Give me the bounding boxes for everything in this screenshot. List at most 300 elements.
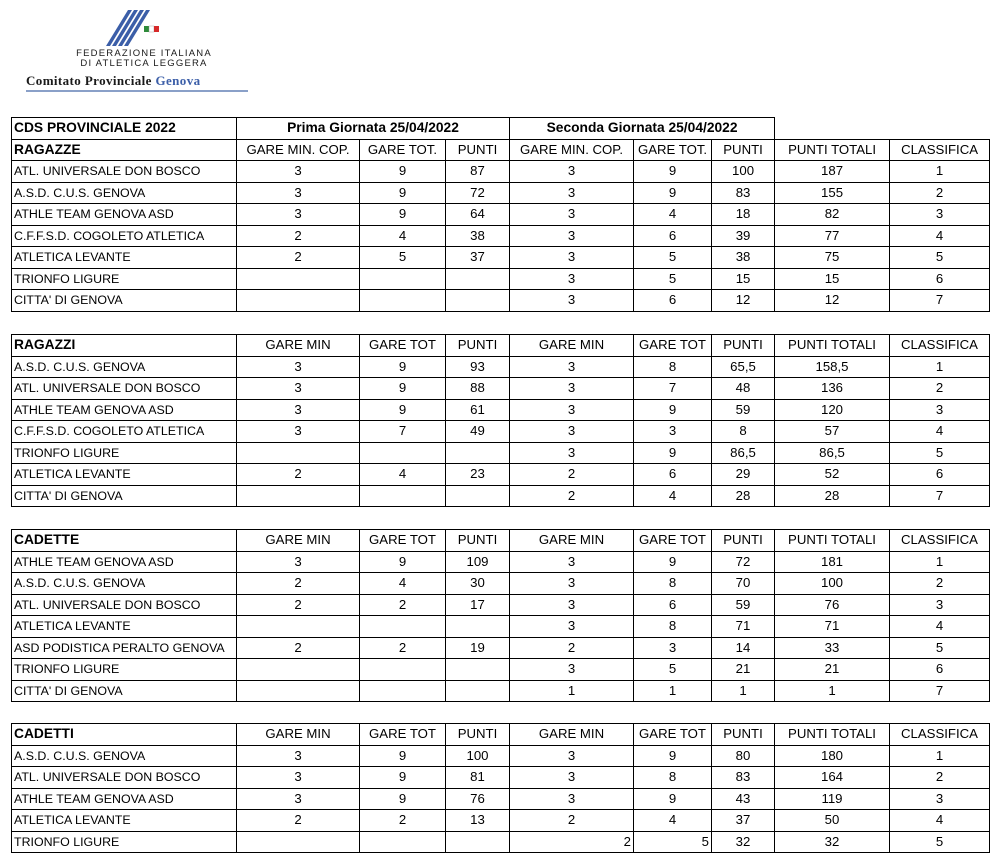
table-cell: 30: [446, 573, 510, 595]
column-header: GARE TOT: [360, 335, 446, 357]
table-cell: 48: [712, 378, 775, 400]
table-cell: 3: [510, 551, 634, 573]
table-cell: [446, 659, 510, 681]
table-cell: 18: [712, 204, 775, 226]
fidal-logo: [12, 4, 252, 94]
table-cell: 2: [510, 637, 634, 659]
column-header: PUNTI: [446, 724, 510, 746]
table-cell: 3: [510, 573, 634, 595]
table-cell: 187: [775, 161, 890, 183]
table-row: [12, 659, 990, 681]
table-cell: 3: [890, 594, 990, 616]
table-cell: 155: [775, 182, 890, 204]
table-cell: 9: [360, 745, 446, 767]
table-cell: [446, 268, 510, 290]
column-header: GARE TOT.: [360, 139, 446, 161]
table-cell: 75: [775, 247, 890, 269]
table-row: [12, 745, 990, 767]
table-cell: [360, 485, 446, 507]
table-cell: 4: [890, 810, 990, 832]
table-cell: 77: [775, 225, 890, 247]
team-name: ATL. UNIVERSALE DON BOSCO: [12, 378, 237, 400]
table-cell: 9: [360, 378, 446, 400]
team-name: ATL. UNIVERSALE DON BOSCO: [12, 767, 237, 789]
header-row: [12, 139, 990, 161]
comitato-label: [26, 73, 201, 89]
table-cell: 1: [510, 680, 634, 702]
table-cell: 9: [360, 399, 446, 421]
table-cell: 3: [510, 161, 634, 183]
table-cell: 3: [510, 594, 634, 616]
table-cell: 3: [510, 767, 634, 789]
table-cell: 38: [712, 247, 775, 269]
table-cell: 83: [712, 182, 775, 204]
table-cell: 71: [712, 616, 775, 638]
table-cell: 2: [237, 225, 360, 247]
table-cell: 87: [446, 161, 510, 183]
table-cell: 82: [775, 204, 890, 226]
column-header: PUNTI TOTALI: [775, 139, 890, 161]
table-cell: 5: [634, 247, 712, 269]
table-cell: 5: [890, 247, 990, 269]
table-cell: 100: [712, 161, 775, 183]
table-cell: 3: [237, 182, 360, 204]
table-cell: 2: [510, 485, 634, 507]
table-cell: 3: [510, 442, 634, 464]
column-header: GARE MIN: [237, 724, 360, 746]
column-header: PUNTI: [446, 530, 510, 552]
table-cell: 2: [890, 573, 990, 595]
table-cell: 2: [510, 831, 634, 853]
table-cell: 9: [360, 551, 446, 573]
team-name: A.S.D. C.U.S. GENOVA: [12, 745, 237, 767]
table-cell: 93: [446, 356, 510, 378]
table-cell: 32: [775, 831, 890, 853]
table-cell: 76: [446, 788, 510, 810]
table-row: [12, 767, 990, 789]
table-cell: 1: [712, 680, 775, 702]
table-row: [12, 616, 990, 638]
table-cell: 9: [360, 204, 446, 226]
column-header: CLASSIFICA: [890, 335, 990, 357]
table-row: [12, 399, 990, 421]
table-cell: 9: [634, 788, 712, 810]
table-cell: 3: [510, 268, 634, 290]
table-cell: 3: [510, 788, 634, 810]
table-cell: 100: [446, 745, 510, 767]
table-cell: 3: [237, 788, 360, 810]
table-ragazze: [11, 117, 990, 312]
table-cell: 14: [712, 637, 775, 659]
table-cell: 3: [237, 204, 360, 226]
table-cell: 28: [775, 485, 890, 507]
table-cell: 3: [890, 788, 990, 810]
table-cell: 64: [446, 204, 510, 226]
table-cell: 8: [634, 616, 712, 638]
team-name: ATLETICA LEVANTE: [12, 247, 237, 269]
table-cell: [446, 616, 510, 638]
table-cell: 65,5: [712, 356, 775, 378]
table-cell: 1: [890, 551, 990, 573]
table-cell: 109: [446, 551, 510, 573]
team-name: TRIONFO LIGURE: [12, 268, 237, 290]
table-cell: 86,5: [775, 442, 890, 464]
table-cell: 9: [634, 551, 712, 573]
table-cell: [360, 659, 446, 681]
table-row: [12, 573, 990, 595]
table-row: [12, 204, 990, 226]
column-header: GARE MIN: [510, 724, 634, 746]
table-cell: 80: [712, 745, 775, 767]
table-cell: 9: [360, 767, 446, 789]
team-name: ATLETICA LEVANTE: [12, 616, 237, 638]
org-name-line2: DI ATLETICA LEGGERA: [80, 58, 208, 69]
table-row: [12, 268, 990, 290]
column-header: GARE TOT: [360, 530, 446, 552]
table-cell: 28: [712, 485, 775, 507]
team-name: ATHLE TEAM GENOVA ASD: [12, 551, 237, 573]
logo-underline: [26, 90, 248, 92]
table-cell: 49: [446, 421, 510, 443]
table-cell: 4: [634, 204, 712, 226]
table-cell: 3: [510, 182, 634, 204]
table-row: [12, 551, 990, 573]
table-cell: 2: [890, 378, 990, 400]
table-cell: 5: [890, 442, 990, 464]
table-cell: [360, 442, 446, 464]
table-cell: 3: [510, 290, 634, 312]
table-cell: 2: [237, 594, 360, 616]
team-name: ATHLE TEAM GENOVA ASD: [12, 399, 237, 421]
table-cell: 2: [890, 182, 990, 204]
comitato-city: Genova: [155, 73, 201, 88]
table-cell: 120: [775, 399, 890, 421]
table-cell: 5: [634, 659, 712, 681]
table-cell: 5: [360, 247, 446, 269]
category-label: RAGAZZI: [12, 335, 237, 357]
table-cell: 37: [712, 810, 775, 832]
team-name: CITTA' DI GENOVA: [12, 680, 237, 702]
table-cadetti: [11, 723, 990, 853]
table-cell: 2: [510, 464, 634, 486]
team-name: CITTA' DI GENOVA: [12, 290, 237, 312]
column-header: GARE MIN. COP.: [510, 139, 634, 161]
category-label: RAGAZZE: [12, 139, 237, 161]
table-cell: 37: [446, 247, 510, 269]
column-header: GARE TOT.: [634, 139, 712, 161]
column-header: CLASSIFICA: [890, 724, 990, 746]
team-name: TRIONFO LIGURE: [12, 659, 237, 681]
table-cell: 21: [712, 659, 775, 681]
table-row: [12, 637, 990, 659]
table-cell: [237, 831, 360, 853]
second-day-title: Seconda Giornata 25/04/2022: [510, 118, 775, 140]
table-cell: 3: [237, 378, 360, 400]
table-cell: 12: [775, 290, 890, 312]
table-cell: 9: [360, 182, 446, 204]
table-cell: 6: [634, 594, 712, 616]
category-label: CADETTI: [12, 724, 237, 746]
table-cell: 2: [237, 247, 360, 269]
table-row: [12, 831, 990, 853]
column-header: PUNTI: [712, 530, 775, 552]
table-cell: [237, 616, 360, 638]
table-cell: [360, 680, 446, 702]
title-row: [12, 118, 990, 140]
table-cell: [237, 659, 360, 681]
table-cell: 32: [712, 831, 775, 853]
table-cell: 8: [634, 767, 712, 789]
table-row: [12, 594, 990, 616]
title-blank: [775, 118, 990, 140]
table-row: [12, 442, 990, 464]
column-header: PUNTI TOTALI: [775, 530, 890, 552]
column-header: GARE MIN: [510, 335, 634, 357]
column-header: CLASSIFICA: [890, 139, 990, 161]
table-cell: 59: [712, 594, 775, 616]
table-cell: 3: [634, 637, 712, 659]
table-cell: 59: [712, 399, 775, 421]
table-cell: 33: [775, 637, 890, 659]
table-cell: 50: [775, 810, 890, 832]
table-cell: 15: [712, 268, 775, 290]
table-cell: 3: [510, 204, 634, 226]
table-cell: 19: [446, 637, 510, 659]
table-cell: 2: [360, 810, 446, 832]
table-row: [12, 161, 990, 183]
table-row: [12, 464, 990, 486]
table-row: [12, 485, 990, 507]
table-cell: 4: [890, 616, 990, 638]
team-name: C.F.F.S.D. COGOLETO ATLETICA: [12, 225, 237, 247]
table-cell: 9: [360, 788, 446, 810]
team-name: CITTA' DI GENOVA: [12, 485, 237, 507]
table-row: [12, 290, 990, 312]
column-header: PUNTI: [446, 139, 510, 161]
first-day-title: Prima Giornata 25/04/2022: [237, 118, 510, 140]
table-cell: 3: [634, 421, 712, 443]
table-row: [12, 421, 990, 443]
table-cell: 3: [510, 659, 634, 681]
table-cell: 21: [775, 659, 890, 681]
cds-title: CDS PROVINCIALE 2022: [12, 118, 237, 140]
team-name: A.S.D. C.U.S. GENOVA: [12, 573, 237, 595]
column-header: GARE TOT: [634, 530, 712, 552]
table-cell: 43: [712, 788, 775, 810]
table-cell: 2: [237, 810, 360, 832]
table-cell: 164: [775, 767, 890, 789]
team-name: ATLETICA LEVANTE: [12, 810, 237, 832]
table-cell: [446, 442, 510, 464]
table-cell: 7: [360, 421, 446, 443]
table-cell: 1: [890, 356, 990, 378]
table-cell: 6: [634, 225, 712, 247]
column-header: GARE TOT: [634, 724, 712, 746]
team-name: ASD PODISTICA PERALTO GENOVA: [12, 637, 237, 659]
table-row: [12, 182, 990, 204]
table-cell: 9: [360, 161, 446, 183]
table-cell: 13: [446, 810, 510, 832]
table-cell: 4: [634, 485, 712, 507]
category-label: CADETTE: [12, 530, 237, 552]
table-cell: 4: [890, 421, 990, 443]
table-cell: 6: [890, 268, 990, 290]
table-row: [12, 788, 990, 810]
org-name-line1: FEDERAZIONE ITALIANA: [76, 48, 212, 59]
table-cell: 6: [890, 464, 990, 486]
column-header: GARE MIN: [237, 335, 360, 357]
table-cell: 6: [634, 464, 712, 486]
table-cell: 57: [775, 421, 890, 443]
table-cell: 3: [510, 378, 634, 400]
table-cell: 2: [237, 573, 360, 595]
table-cell: 61: [446, 399, 510, 421]
header-row: [12, 335, 990, 357]
table-cell: 3: [510, 225, 634, 247]
table-cell: 5: [634, 831, 712, 853]
table-cell: 3: [237, 767, 360, 789]
table-cell: 52: [775, 464, 890, 486]
table-cell: 9: [634, 745, 712, 767]
table-cell: 7: [890, 680, 990, 702]
table-cell: 72: [446, 182, 510, 204]
table-cell: 7: [890, 485, 990, 507]
team-name: A.S.D. C.U.S. GENOVA: [12, 356, 237, 378]
team-name: ATHLE TEAM GENOVA ASD: [12, 788, 237, 810]
table-cell: 6: [634, 290, 712, 312]
table-cell: 88: [446, 378, 510, 400]
team-name: ATLETICA LEVANTE: [12, 464, 237, 486]
table-cell: 9: [634, 442, 712, 464]
table-cell: 3: [890, 204, 990, 226]
table-cell: [360, 616, 446, 638]
table-cell: 3: [510, 356, 634, 378]
table-cell: 3: [510, 616, 634, 638]
table-cell: 100: [775, 573, 890, 595]
table-cell: 4: [360, 225, 446, 247]
table-cell: 119: [775, 788, 890, 810]
table-cell: 9: [634, 161, 712, 183]
table-cell: 2: [237, 637, 360, 659]
column-header: GARE MIN: [510, 530, 634, 552]
table-cell: 3: [510, 247, 634, 269]
team-name: C.F.F.S.D. COGOLETO ATLETICA: [12, 421, 237, 443]
table-cell: 1: [634, 680, 712, 702]
table-cell: 3: [237, 551, 360, 573]
table-cell: 83: [712, 767, 775, 789]
team-name: ATL. UNIVERSALE DON BOSCO: [12, 594, 237, 616]
table-cell: 81: [446, 767, 510, 789]
table-cell: 71: [775, 616, 890, 638]
table-cell: [237, 442, 360, 464]
table-cell: 2: [360, 637, 446, 659]
table-cell: 158,5: [775, 356, 890, 378]
column-header: PUNTI: [712, 139, 775, 161]
table-cell: [360, 831, 446, 853]
table-cell: 76: [775, 594, 890, 616]
table-cell: [446, 831, 510, 853]
table-cell: 38: [446, 225, 510, 247]
column-header: PUNTI TOTALI: [775, 724, 890, 746]
table-cell: 86,5: [712, 442, 775, 464]
table-cell: [360, 290, 446, 312]
table-cell: 23: [446, 464, 510, 486]
table-cell: 4: [360, 573, 446, 595]
table-cell: 8: [712, 421, 775, 443]
fidal-emblem-icon: [104, 8, 164, 48]
table-cell: 3: [510, 399, 634, 421]
table-cell: 3: [237, 161, 360, 183]
table-cell: 8: [634, 573, 712, 595]
table-row: [12, 680, 990, 702]
table-cell: 5: [634, 268, 712, 290]
table-row: [12, 356, 990, 378]
header-row: [12, 530, 990, 552]
table-cell: 1: [775, 680, 890, 702]
table-cell: 1: [890, 745, 990, 767]
table-cell: 6: [890, 659, 990, 681]
table-cell: [237, 680, 360, 702]
table-cell: [237, 268, 360, 290]
table-cell: 72: [712, 551, 775, 573]
comitato-text: Comitato Provinciale: [26, 73, 152, 88]
column-header: PUNTI: [446, 335, 510, 357]
table-cell: 9: [634, 182, 712, 204]
table-cell: 180: [775, 745, 890, 767]
table-cell: 1: [890, 161, 990, 183]
column-header: GARE TOT: [634, 335, 712, 357]
table-cell: 7: [634, 378, 712, 400]
column-header: PUNTI TOTALI: [775, 335, 890, 357]
table-cell: 3: [237, 745, 360, 767]
table-cell: 136: [775, 378, 890, 400]
table-cadette: [11, 529, 990, 702]
table-cell: 5: [890, 831, 990, 853]
table-row: [12, 225, 990, 247]
table-row: [12, 378, 990, 400]
table-cell: 2: [237, 464, 360, 486]
team-name: TRIONFO LIGURE: [12, 442, 237, 464]
column-header: PUNTI: [712, 724, 775, 746]
column-header: CLASSIFICA: [890, 530, 990, 552]
team-name: TRIONFO LIGURE: [12, 831, 237, 853]
table-cell: 2: [510, 810, 634, 832]
table-cell: [446, 485, 510, 507]
table-cell: 3: [237, 421, 360, 443]
table-cell: 29: [712, 464, 775, 486]
table-cell: 12: [712, 290, 775, 312]
table-cell: [237, 485, 360, 507]
table-cell: [237, 290, 360, 312]
table-cell: 3: [890, 399, 990, 421]
table-cell: 2: [360, 594, 446, 616]
team-name: ATHLE TEAM GENOVA ASD: [12, 204, 237, 226]
table-cell: 7: [890, 290, 990, 312]
table-cell: 3: [510, 745, 634, 767]
team-name: ATL. UNIVERSALE DON BOSCO: [12, 161, 237, 183]
table-cell: 3: [237, 356, 360, 378]
column-header: GARE TOT: [360, 724, 446, 746]
table-cell: 9: [360, 356, 446, 378]
table-cell: 9: [634, 399, 712, 421]
table-cell: 5: [890, 637, 990, 659]
column-header: GARE MIN: [237, 530, 360, 552]
column-header: GARE MIN. COP.: [237, 139, 360, 161]
table-cell: 3: [237, 399, 360, 421]
table-cell: 2: [890, 767, 990, 789]
table-cell: 39: [712, 225, 775, 247]
table-cell: 15: [775, 268, 890, 290]
